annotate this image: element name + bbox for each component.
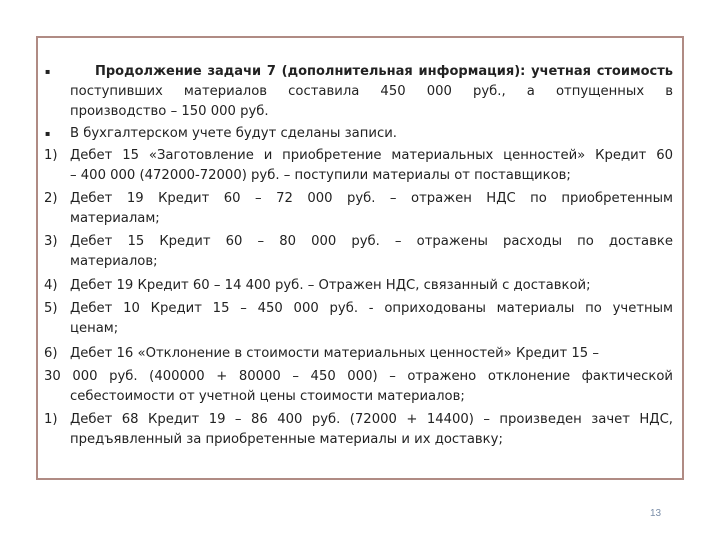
list-number: 3) [44,234,58,249]
text-line-1: Дебет 10 Кредит 15 – 450 000 руб. - оприходованы материалы по учетным [70,301,673,316]
list-item-text [70,299,673,339]
list-item-text [70,276,673,296]
text-line-1: Дебет 16 «Отклонение в стоимости материальных ценностей» Кредит 15 – [70,346,599,361]
list-number: 4) [44,278,58,293]
text-line-2: материалам; [70,211,160,226]
text-line-2: себестоимости от учетной цены стоимости материалов; [70,389,465,404]
text-line-1: Дебет 15 «Заготовление и приобретение материальных ценностей» Кредит 60 [70,148,673,163]
text-line-1: Дебет 19 Кредит 60 – 72 000 руб. – отражен НДС по приобретенным [70,191,673,206]
list-number: 1) [44,412,58,427]
list-number: 2) [44,191,58,206]
list-item-text [70,344,673,364]
list-item-text [70,232,673,272]
list-number: 6) [44,346,58,361]
text-line-2: – 400 000 (472000-72000) руб. – поступили материалы от поставщиков; [70,168,571,183]
text-line-1: Дебет 68 Кредит 19 – 86 400 руб. (72000 + 14400) – произведен зачет НДС, [70,412,673,427]
text-line-2: поступивших материалов составила 450 000 руб., а отпущенных в [70,84,673,99]
square-bullet-icon: ▪ [45,129,51,138]
text-line-2: предъявленный за приобретенные материалы и их доставку; [70,432,503,447]
list-item-text [44,367,673,407]
text-line-1: Дебет 19 Кредит 60 – 14 400 руб. – Отражен НДС, связанный с доставкой; [70,278,591,293]
list-item-text [70,146,673,186]
list-item-text [70,410,673,450]
bullet-text [70,62,673,122]
square-bullet-icon: ▪ [45,67,51,76]
text-line-1 [70,62,673,82]
bullet-text [70,124,673,144]
text-line-3: производство – 150 000 руб. [70,104,269,119]
list-number: 5) [44,301,58,316]
list-number: 1) [44,148,58,163]
page-number: 13 [650,508,662,519]
text-line-2: материалов; [70,254,158,269]
text-line-2: ценам; [70,321,119,336]
text-line-1: В бухгалтерском учете будут сделаны записи. [70,126,397,141]
list-item-text [70,189,673,229]
bold-heading: Продолжение задачи 7 (дополнительная информация): учетная стоимость [95,64,673,79]
text-line-1: 30 000 руб. (400000 + 80000 – 450 000) – отражено отклонение фактической [44,369,673,384]
text-line-1: Дебет 15 Кредит 60 – 80 000 руб. – отражены расходы по доставке [70,234,673,249]
